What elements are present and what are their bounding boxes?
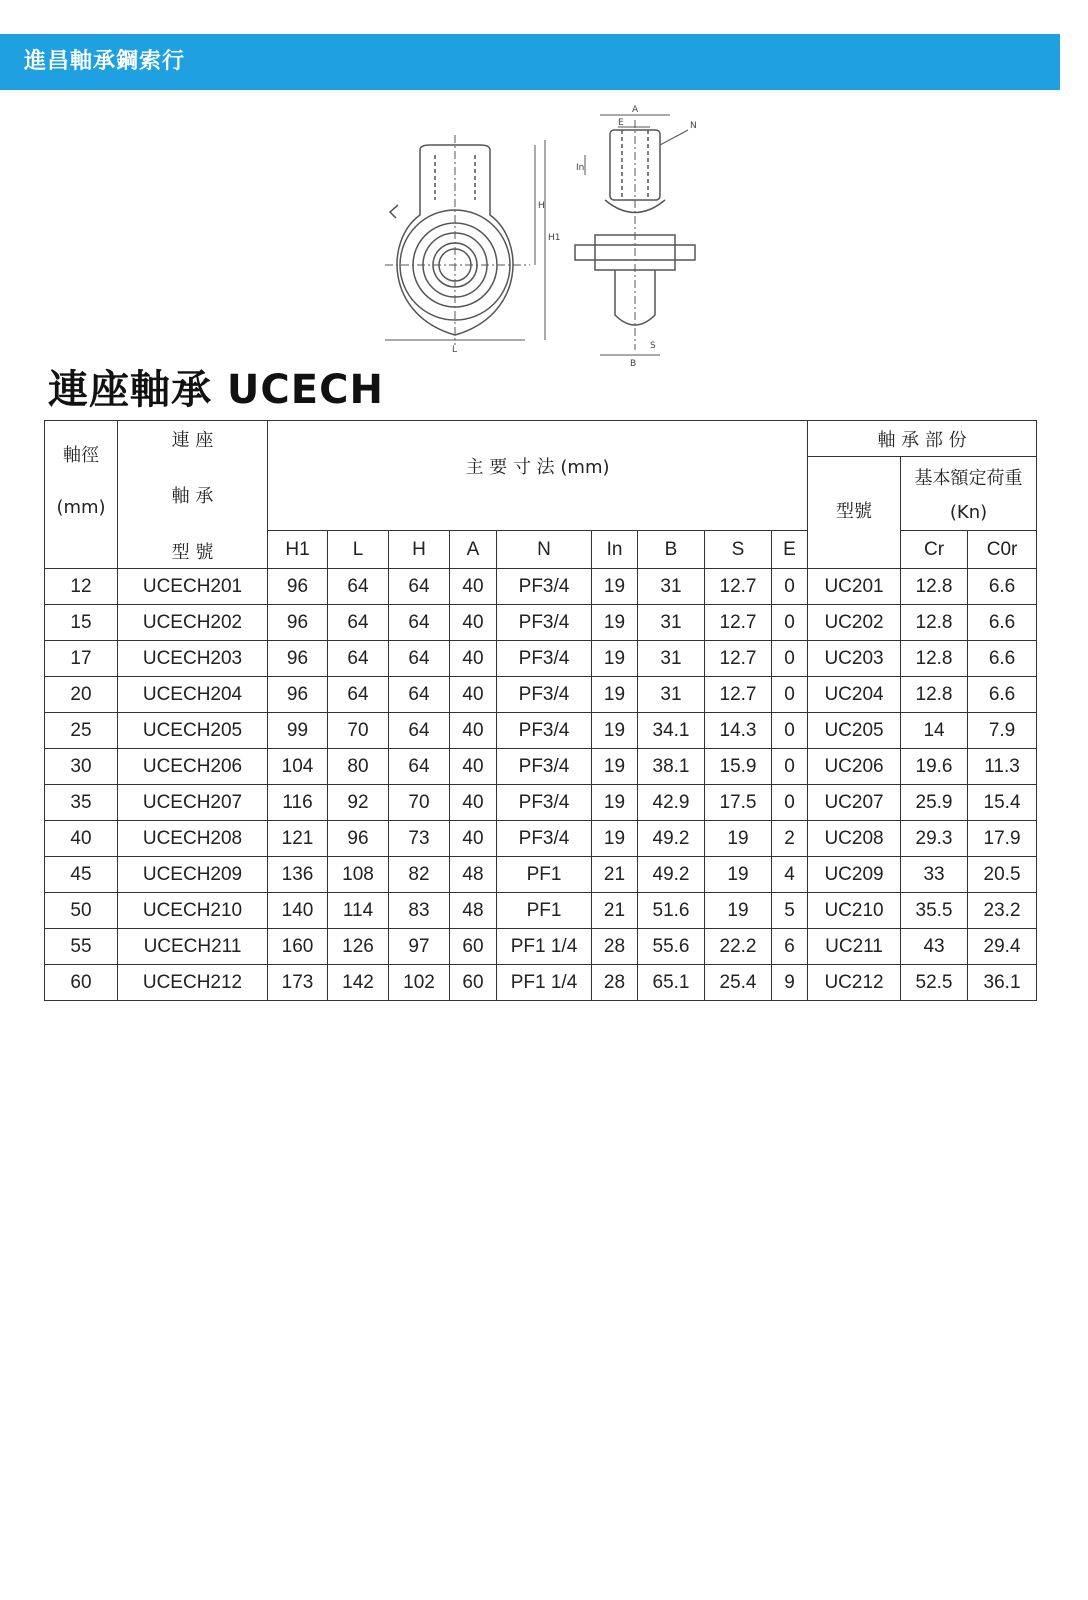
shaft-dia-header xyxy=(45,421,118,569)
housing-line3: 型 號 xyxy=(171,541,214,563)
cell-housing-model: UCECH201 xyxy=(118,569,268,605)
cell-s: 14.3 xyxy=(705,713,772,749)
cell-cr: 33 xyxy=(901,857,968,893)
cell-in: 21 xyxy=(592,893,638,929)
col-h: H xyxy=(389,531,450,569)
housing-line1: 連 座 xyxy=(171,429,214,451)
cell-shaft-dia: 12 xyxy=(45,569,118,605)
cell-bearing-model: UC205 xyxy=(808,713,901,749)
cell-h: 64 xyxy=(389,641,450,677)
table-row xyxy=(45,713,1037,749)
cell-h: 64 xyxy=(389,677,450,713)
cell-cr: 35.5 xyxy=(901,893,968,929)
cell-c0r: 23.2 xyxy=(968,893,1037,929)
cell-a: 48 xyxy=(450,893,497,929)
cell-e: 0 xyxy=(772,641,808,677)
cell-bearing-model: UC208 xyxy=(808,821,901,857)
spec-table-body xyxy=(45,569,1037,1001)
dim-label-n: N xyxy=(690,121,697,131)
cell-b: 34.1 xyxy=(638,713,705,749)
cell-e: 2 xyxy=(772,821,808,857)
cell-e: 5 xyxy=(772,893,808,929)
cell-cr: 14 xyxy=(901,713,968,749)
cell-a: 40 xyxy=(450,641,497,677)
cell-l: 142 xyxy=(328,965,389,1001)
cell-h1: 96 xyxy=(268,641,328,677)
cell-b: 31 xyxy=(638,605,705,641)
cell-shaft-dia: 20 xyxy=(45,677,118,713)
cell-h: 83 xyxy=(389,893,450,929)
cell-l: 92 xyxy=(328,785,389,821)
cell-a: 40 xyxy=(450,605,497,641)
cell-in: 21 xyxy=(592,857,638,893)
cell-h: 82 xyxy=(389,857,450,893)
cell-e: 0 xyxy=(772,677,808,713)
col-c0r: C0r xyxy=(968,531,1037,569)
company-name: 進昌軸承鋼索行 xyxy=(24,49,186,74)
cell-shaft-dia: 55 xyxy=(45,929,118,965)
cell-c0r: 6.6 xyxy=(968,569,1037,605)
cell-h: 64 xyxy=(389,605,450,641)
dims-group-header: 主 要 寸 法 (mm) xyxy=(268,421,808,531)
cell-n: PF3/4 xyxy=(497,713,592,749)
cell-h1: 136 xyxy=(268,857,328,893)
bearing-group-header: 軸 承 部 份 xyxy=(808,421,1037,457)
cell-in: 28 xyxy=(592,929,638,965)
cell-n: PF3/4 xyxy=(497,641,592,677)
cell-cr: 29.3 xyxy=(901,821,968,857)
cell-cr: 43 xyxy=(901,929,968,965)
col-b: B xyxy=(638,531,705,569)
cell-h: 64 xyxy=(389,713,450,749)
cell-h1: 121 xyxy=(268,821,328,857)
cell-s: 12.7 xyxy=(705,677,772,713)
cell-housing-model: UCECH208 xyxy=(118,821,268,857)
cell-n: PF3/4 xyxy=(497,677,592,713)
table-row xyxy=(45,677,1037,713)
dim-label-h1: H1 xyxy=(548,233,561,243)
cell-n: PF3/4 xyxy=(497,749,592,785)
cell-in: 19 xyxy=(592,749,638,785)
cell-housing-model: UCECH202 xyxy=(118,605,268,641)
load-group-header xyxy=(901,457,1037,531)
dim-label-a: A xyxy=(632,105,639,115)
cell-b: 31 xyxy=(638,641,705,677)
table-row xyxy=(45,821,1037,857)
cell-l: 108 xyxy=(328,857,389,893)
cell-housing-model: UCECH203 xyxy=(118,641,268,677)
cell-b: 49.2 xyxy=(638,821,705,857)
cell-h1: 99 xyxy=(268,713,328,749)
table-row xyxy=(45,569,1037,605)
cell-a: 60 xyxy=(450,965,497,1001)
cell-e: 9 xyxy=(772,965,808,1001)
cell-c0r: 6.6 xyxy=(968,677,1037,713)
cell-a: 48 xyxy=(450,857,497,893)
cell-l: 64 xyxy=(328,677,389,713)
dim-label-h: H xyxy=(538,201,545,211)
cell-cr: 52.5 xyxy=(901,965,968,1001)
table-row xyxy=(45,785,1037,821)
cell-e: 0 xyxy=(772,785,808,821)
cell-shaft-dia: 17 xyxy=(45,641,118,677)
cell-cr: 12.8 xyxy=(901,641,968,677)
cell-b: 42.9 xyxy=(638,785,705,821)
load-group-label: 基本額定荷重 xyxy=(914,468,1023,489)
cell-h1: 173 xyxy=(268,965,328,1001)
cell-l: 64 xyxy=(328,605,389,641)
col-n: N xyxy=(497,531,592,569)
cell-c0r: 7.9 xyxy=(968,713,1037,749)
cell-cr: 12.8 xyxy=(901,605,968,641)
col-s: S xyxy=(705,531,772,569)
shaft-dia-unit: (mm) xyxy=(56,497,106,518)
cell-housing-model: UCECH204 xyxy=(118,677,268,713)
cell-a: 40 xyxy=(450,569,497,605)
cell-e: 0 xyxy=(772,713,808,749)
cell-e: 6 xyxy=(772,929,808,965)
cell-c0r: 6.6 xyxy=(968,641,1037,677)
cell-shaft-dia: 30 xyxy=(45,749,118,785)
cell-a: 60 xyxy=(450,929,497,965)
cell-c0r: 11.3 xyxy=(968,749,1037,785)
cell-n: PF1 xyxy=(497,857,592,893)
cell-e: 0 xyxy=(772,605,808,641)
cell-c0r: 17.9 xyxy=(968,821,1037,857)
cell-in: 19 xyxy=(592,821,638,857)
cell-in: 19 xyxy=(592,785,638,821)
cell-b: 31 xyxy=(638,677,705,713)
cell-c0r: 20.5 xyxy=(968,857,1037,893)
dim-label-b: B xyxy=(630,359,637,369)
cell-bearing-model: UC201 xyxy=(808,569,901,605)
housing-line2: 軸 承 xyxy=(171,485,214,507)
cell-h1: 116 xyxy=(268,785,328,821)
cell-h1: 140 xyxy=(268,893,328,929)
cell-bearing-model: UC202 xyxy=(808,605,901,641)
cell-shaft-dia: 45 xyxy=(45,857,118,893)
cell-in: 19 xyxy=(592,605,638,641)
cell-n: PF1 1/4 xyxy=(497,965,592,1001)
company-banner xyxy=(0,34,1060,90)
cell-bearing-model: UC212 xyxy=(808,965,901,1001)
cell-b: 65.1 xyxy=(638,965,705,1001)
cell-c0r: 6.6 xyxy=(968,605,1037,641)
cell-cr: 19.6 xyxy=(901,749,968,785)
table-row xyxy=(45,929,1037,965)
cell-e: 4 xyxy=(772,857,808,893)
cell-s: 19 xyxy=(705,893,772,929)
cell-h1: 96 xyxy=(268,569,328,605)
cell-n: PF3/4 xyxy=(497,785,592,821)
cell-shaft-dia: 35 xyxy=(45,785,118,821)
cell-c0r: 36.1 xyxy=(968,965,1037,1001)
cell-h: 102 xyxy=(389,965,450,1001)
cell-housing-model: UCECH211 xyxy=(118,929,268,965)
cell-n: PF1 1/4 xyxy=(497,929,592,965)
cell-h1: 96 xyxy=(268,605,328,641)
cell-in: 19 xyxy=(592,713,638,749)
cell-h1: 96 xyxy=(268,677,328,713)
cell-s: 12.7 xyxy=(705,605,772,641)
dim-label-e: E xyxy=(618,118,624,128)
cell-cr: 12.8 xyxy=(901,677,968,713)
col-a: A xyxy=(450,531,497,569)
table-row xyxy=(45,857,1037,893)
cell-bearing-model: UC211 xyxy=(808,929,901,965)
dim-label-s: S xyxy=(650,341,656,351)
cell-s: 17.5 xyxy=(705,785,772,821)
cell-b: 51.6 xyxy=(638,893,705,929)
col-in: In xyxy=(592,531,638,569)
housing-model-header xyxy=(118,421,268,569)
cell-e: 0 xyxy=(772,569,808,605)
spec-table xyxy=(44,420,1037,1001)
page-title: 連座軸承 UCECH xyxy=(48,367,384,413)
cell-h: 70 xyxy=(389,785,450,821)
shaft-dia-label: 軸徑 xyxy=(63,445,99,466)
col-l: L xyxy=(328,531,389,569)
cell-b: 49.2 xyxy=(638,857,705,893)
cell-in: 19 xyxy=(592,677,638,713)
cell-l: 80 xyxy=(328,749,389,785)
cell-s: 12.7 xyxy=(705,569,772,605)
cell-l: 96 xyxy=(328,821,389,857)
table-row xyxy=(45,605,1037,641)
cell-shaft-dia: 15 xyxy=(45,605,118,641)
cell-n: PF3/4 xyxy=(497,605,592,641)
cell-l: 126 xyxy=(328,929,389,965)
cell-bearing-model: UC203 xyxy=(808,641,901,677)
cell-housing-model: UCECH205 xyxy=(118,713,268,749)
cell-s: 12.7 xyxy=(705,641,772,677)
cell-shaft-dia: 60 xyxy=(45,965,118,1001)
cell-in: 28 xyxy=(592,965,638,1001)
cell-n: PF3/4 xyxy=(497,569,592,605)
cell-h: 64 xyxy=(389,749,450,785)
cell-l: 64 xyxy=(328,641,389,677)
col-h1: H1 xyxy=(268,531,328,569)
cell-l: 64 xyxy=(328,569,389,605)
cell-b: 55.6 xyxy=(638,929,705,965)
bearing-technical-drawing xyxy=(360,100,720,370)
cell-housing-model: UCECH207 xyxy=(118,785,268,821)
cell-h1: 104 xyxy=(268,749,328,785)
cell-n: PF3/4 xyxy=(497,821,592,857)
cell-cr: 12.8 xyxy=(901,569,968,605)
cell-bearing-model: UC204 xyxy=(808,677,901,713)
cell-l: 114 xyxy=(328,893,389,929)
cell-n: PF1 xyxy=(497,893,592,929)
cell-h1: 160 xyxy=(268,929,328,965)
table-row xyxy=(45,749,1037,785)
cell-in: 19 xyxy=(592,641,638,677)
cell-bearing-model: UC210 xyxy=(808,893,901,929)
cell-shaft-dia: 50 xyxy=(45,893,118,929)
cell-s: 22.2 xyxy=(705,929,772,965)
cell-b: 31 xyxy=(638,569,705,605)
cell-housing-model: UCECH212 xyxy=(118,965,268,1001)
cell-h: 64 xyxy=(389,569,450,605)
cell-bearing-model: UC207 xyxy=(808,785,901,821)
cell-shaft-dia: 40 xyxy=(45,821,118,857)
cell-in: 19 xyxy=(592,569,638,605)
col-cr: Cr xyxy=(901,531,968,569)
dim-label-l: L xyxy=(452,345,458,355)
cell-a: 40 xyxy=(450,785,497,821)
cell-a: 40 xyxy=(450,821,497,857)
cell-a: 40 xyxy=(450,677,497,713)
cell-h: 97 xyxy=(389,929,450,965)
cell-shaft-dia: 25 xyxy=(45,713,118,749)
cell-s: 25.4 xyxy=(705,965,772,1001)
cell-bearing-model: UC206 xyxy=(808,749,901,785)
cell-e: 0 xyxy=(772,749,808,785)
cell-c0r: 29.4 xyxy=(968,929,1037,965)
cell-a: 40 xyxy=(450,749,497,785)
cell-b: 38.1 xyxy=(638,749,705,785)
cell-housing-model: UCECH209 xyxy=(118,857,268,893)
dim-label-in: In xyxy=(576,163,585,173)
cell-housing-model: UCECH210 xyxy=(118,893,268,929)
cell-cr: 25.9 xyxy=(901,785,968,821)
cell-c0r: 15.4 xyxy=(968,785,1037,821)
bearing-model-header: 型號 xyxy=(808,457,901,569)
cell-s: 19 xyxy=(705,857,772,893)
cell-l: 70 xyxy=(328,713,389,749)
cell-s: 15.9 xyxy=(705,749,772,785)
cell-bearing-model: UC209 xyxy=(808,857,901,893)
col-e: E xyxy=(772,531,808,569)
table-row xyxy=(45,965,1037,1001)
cell-s: 19 xyxy=(705,821,772,857)
cell-h: 73 xyxy=(389,821,450,857)
cell-housing-model: UCECH206 xyxy=(118,749,268,785)
table-row xyxy=(45,893,1037,929)
table-row xyxy=(45,641,1037,677)
cell-a: 40 xyxy=(450,713,497,749)
load-unit: (Kn) xyxy=(949,502,988,523)
